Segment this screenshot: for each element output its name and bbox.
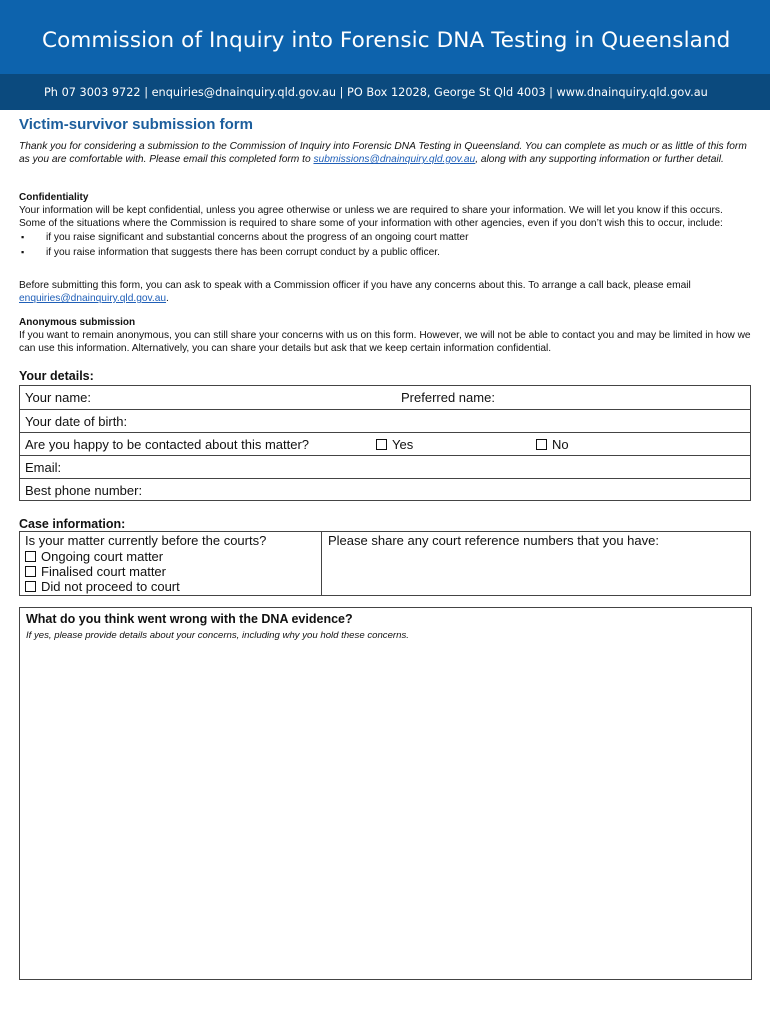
dna-evidence-heading: What do you think went wrong with the DNA evidence? bbox=[26, 612, 353, 626]
bullet-item: ▪ if you raise information that suggests there has been corrupt conduct by a public officer. bbox=[19, 246, 749, 259]
anonymous-body: If you want to remain anonymous, you can still share your concerns with us on this form. However, we will not be able to contact you and may be limited in how we can use this information. Alternatively, you can share your details but ask that we keep certain information confidential. bbox=[19, 330, 751, 354]
yes-option[interactable] bbox=[376, 437, 413, 452]
not-proceed-option[interactable] bbox=[25, 579, 180, 594]
phone-row bbox=[20, 478, 750, 501]
intro-text: Thank you for considering a submission to the Commission of Inquiry into Forensic DNA Testing in Queensland. You can complete as much or as little of this form as you are comfortable with. Please email this completed form to bbox=[19, 141, 747, 165]
case-information-heading: Case information: bbox=[19, 517, 126, 531]
court-status-question: Is your matter currently before the courts? bbox=[25, 533, 267, 548]
dob-row bbox=[20, 409, 750, 433]
name-label: Your name: bbox=[25, 390, 92, 405]
dob-label: Your date of birth: bbox=[25, 414, 128, 429]
your-details-heading: Your details: bbox=[19, 369, 94, 383]
name-row bbox=[20, 386, 750, 410]
dna-evidence-box[interactable] bbox=[19, 607, 752, 980]
header-title: Commission of Inquiry into Forensic DNA Testing in Queensland bbox=[42, 28, 731, 53]
ongoing-option[interactable] bbox=[25, 549, 163, 564]
anonymous-section bbox=[19, 316, 751, 355]
preferred-name-label: Preferred name: bbox=[401, 390, 495, 405]
case-information-table bbox=[19, 531, 751, 596]
no-label: No bbox=[552, 437, 569, 452]
yes-label: Yes bbox=[392, 437, 414, 452]
before-submitting-end: . bbox=[166, 293, 169, 304]
anonymous-heading: Anonymous submission bbox=[19, 317, 136, 328]
contact-question-label: Are you happy to be contacted about this matter? bbox=[25, 437, 310, 452]
ongoing-label: Ongoing court matter bbox=[41, 549, 164, 564]
court-reference-label: Please share any court reference numbers that you have: bbox=[328, 533, 659, 548]
court-status-cell bbox=[20, 532, 322, 595]
yes-checkbox[interactable] bbox=[376, 439, 387, 450]
dna-evidence-hint: If yes, please provide details about your concerns, including why you hold these concerns. bbox=[26, 630, 409, 641]
no-option[interactable] bbox=[536, 437, 569, 452]
confidentiality-bullets bbox=[19, 231, 749, 259]
bullet-item: ▪ if you raise significant and substantial concerns about the progress of an ongoing court matter bbox=[19, 231, 749, 244]
phone-label: Best phone number: bbox=[25, 483, 143, 498]
finalised-label: Finalised court matter bbox=[41, 564, 166, 579]
confidentiality-section bbox=[19, 191, 749, 259]
header-banner bbox=[0, 0, 770, 74]
contact-details: Ph 07 3003 9722 | enquiries@dnainquiry.qld.gov.au | PO Box 12028, George St Qld 4003 | www.dnainquiry.qld.gov.au bbox=[44, 86, 708, 99]
before-submitting-text: Before submitting this form, you can ask to speak with a Commission officer if you have any concerns about this. To arrange a call back, please email bbox=[19, 280, 691, 291]
your-details-table bbox=[19, 385, 751, 501]
ongoing-checkbox[interactable] bbox=[25, 551, 36, 562]
before-submitting-paragraph bbox=[19, 279, 749, 305]
submissions-email-link[interactable]: submissions@dnainquiry.qld.gov.au bbox=[313, 154, 476, 165]
contact-row bbox=[20, 432, 750, 456]
intro-text-end: , along with any supporting information or further detail. bbox=[475, 154, 724, 165]
intro-paragraph bbox=[19, 140, 747, 166]
finalised-checkbox[interactable] bbox=[25, 566, 36, 577]
not-proceed-label: Did not proceed to court bbox=[41, 579, 180, 594]
email-row bbox=[20, 455, 750, 479]
confidentiality-body: Your information will be kept confidential, unless you agree otherwise or unless we are required to share your information. We will let you know if this occurs. Some of the situations where the Commission is required to share some of your information with other agencies, even if you don’t wish this to occur, include: bbox=[19, 205, 723, 229]
contact-bar bbox=[0, 74, 770, 110]
email-label: Email: bbox=[25, 460, 62, 475]
not-proceed-checkbox[interactable] bbox=[25, 581, 36, 592]
confidentiality-heading: Confidentiality bbox=[19, 192, 89, 203]
form-title: Victim-survivor submission form bbox=[19, 116, 253, 133]
finalised-option[interactable] bbox=[25, 564, 166, 579]
enquiries-email-link[interactable]: enquiries@dnainquiry.qld.gov.au bbox=[19, 293, 167, 304]
no-checkbox[interactable] bbox=[536, 439, 547, 450]
